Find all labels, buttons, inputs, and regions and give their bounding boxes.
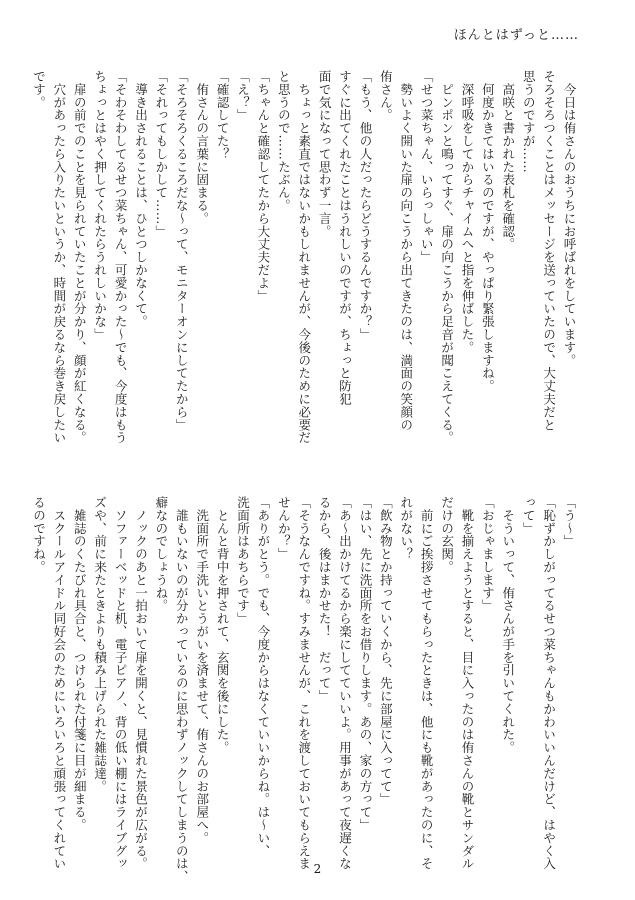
- text-line: 「もう、他の人だったらどうするんですか？」: [357, 70, 373, 341]
- text-line: 扉の前でのことを見られていたことが分かり、顔が紅くなる。: [72, 70, 88, 445]
- text-line: 「ちゃんと確認してたから大丈夫だよ」: [255, 70, 271, 303]
- text-line: ソファーベッドと机、電子ピアノ、背の低い棚にはライブグッ: [113, 496, 129, 871]
- text-line: そろそろつくことはメッセージを送っていたので、大丈夫だと: [541, 70, 557, 432]
- text-line: るのですね。: [31, 496, 47, 574]
- text-line: 今日は侑さんのおうちにお呼ばれをしています。: [562, 70, 577, 367]
- text-line: 前にご挨拶させてもらったときは、他にも靴があったのに、そ: [419, 496, 435, 871]
- text-line: ちょっと素直ではないかもしれませんが、今後のために必要だ: [296, 70, 312, 445]
- text-line: 「う～」: [562, 496, 577, 548]
- text-line: 思うのですが……: [521, 70, 537, 174]
- text-line: 雑誌のくたびれ具合と、つけられた付箋に目が細まる。: [72, 496, 88, 832]
- text-line: 「あ～出かけてるから楽にしてていいよ。用事があって夜遅くな: [337, 496, 353, 871]
- text-line: すぐに出てくれたことはうれしいのですが、ちょっと防犯: [337, 70, 353, 406]
- text-line: れがない？: [398, 496, 414, 561]
- text-line: 「そろそろくるころだな～って、モニターオンにしてたから」: [174, 70, 190, 432]
- text-line: 面で気になって思わず一言。: [317, 70, 333, 238]
- text-line: 洗面所で手洗いとうがいを済ませて、侑さんのお部屋へ。: [194, 496, 210, 845]
- text-line: ズや、前に来たときよりも積み上げられた雑誌達。: [92, 496, 108, 793]
- text-line: 導き出されることは、ひとつしかなくて。: [133, 70, 149, 328]
- text-line: 誰もいないのが分かっているのに思わずノックしてしまうのは、: [174, 496, 190, 883]
- text-line: 「恥ずかしがってるせつ菜ちゃんもかわいいんだけど、はやく入: [541, 496, 557, 871]
- text-line: と思うので……たぶん。: [276, 70, 292, 212]
- text-line: スクールアイドル同好会のためにいろいろと頑張ってくれてい: [51, 496, 67, 871]
- text-line: とんと背中を押されて、玄関を後にした。: [215, 496, 231, 754]
- text-line: 高咲と書かれた表札を確認。: [500, 70, 516, 251]
- text-line: 洗面所はあちらです」: [235, 496, 251, 625]
- text-line: 「え？」: [235, 70, 251, 122]
- text-line: 靴を揃えようとすると、目に入ったのは侑さんの靴とサンダル: [459, 496, 475, 871]
- text-line: だけの玄関。: [439, 496, 455, 574]
- text-line: 勢いよく開いた扉の向こうから出てきたのは、満面の笑顔の: [398, 70, 414, 432]
- text-line: 「確認してた？: [215, 70, 231, 161]
- text-line: ちょっとはやく押してくれたらうれしいかな」: [92, 70, 108, 341]
- text-line: 癖なのでしょうね。: [153, 496, 169, 613]
- text-line: 侑さん。: [378, 70, 394, 122]
- text-line: 「そうなんですね。すみませんが、これを渡しておいてもらえま: [296, 496, 312, 871]
- text-line: 深呼吸をしてからチャイムへと指を伸ばした。: [459, 70, 475, 354]
- text-line: 「飲み物とか持っていくから、先に部屋に入ってて」: [378, 496, 394, 806]
- text-line: 「そわそわしてるせつ菜ちゃん、可愛かった～でも、今度はもう: [113, 70, 129, 445]
- text-line: 何度かきてはいるのですが、やっぱり緊張しますね。: [480, 70, 496, 393]
- text-line: 侑さんの言葉に固まる。: [194, 70, 210, 225]
- text-line: 「ありがとう。でも、今度からはなくていいからね。は～い、: [255, 496, 271, 858]
- text-line: ノックのあと一拍おいて扉を開くと、見慣れた景色が広がる。: [133, 496, 149, 871]
- text-line: 「はい、先に洗面所をお借りします。あの、家の方って」: [357, 496, 373, 832]
- text-line: 「せつ菜ちゃん、いらっしゃい」: [419, 70, 435, 264]
- text-line: そういって、侑さんが手を引いてくれた。: [500, 496, 516, 754]
- text-line: ピンポンと鳴ってすぐ、扉の向こうから足音が聞こえてくる。: [439, 70, 455, 445]
- running-header: ほんとはずっと……: [453, 28, 579, 43]
- text-line: って」: [521, 496, 537, 535]
- text-line: です。: [31, 70, 47, 109]
- upper-text-block: [31, 70, 579, 472]
- text-line: るから、後はまかせた！ だって」: [317, 496, 333, 703]
- page-number: 2: [313, 862, 322, 876]
- text-line: 「それってもしかして……」: [153, 70, 169, 238]
- text-line: せんか？」: [276, 496, 292, 561]
- text-line: 「おじゃまします」: [480, 496, 496, 613]
- text-line: 穴があったら入りたいというか、時間が戻るなら巻き戻したい: [51, 70, 67, 445]
- lower-text-block: [31, 496, 579, 883]
